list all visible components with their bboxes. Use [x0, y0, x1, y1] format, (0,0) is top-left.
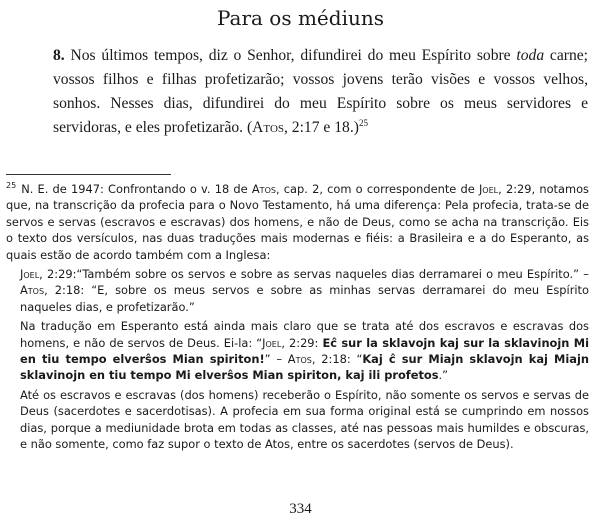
footnote-text: , 2:29, notamos que, na transcrição da profecia para o Novo Testamento, há uma diferença: Pela profecia, trata-se de servos e servas (escravos e escravas) dos homens, e não de Deus, como se acha na transcrição. Eis o texto dos versículos, nas duas traduções mais modernas e fiéis: a Brasileira e a do Esperanto, as quais estão de acordo também com a Inglesa: [6, 182, 589, 262]
page-number: 334 [289, 501, 312, 517]
footnote-text: , 2:18: “ [311, 352, 363, 367]
footnote-text: N. E. de 1947: Confrontando o v. 18 de [21, 182, 252, 196]
footnote-divider [6, 174, 171, 175]
footnote-text: , 2:18: “E, sobre os meus servos e sobre as minhas servas derramarei do meu Espírito naqueles dias, e profetizarão.” [20, 283, 589, 314]
verse-text-a: Nos últimos tempos, diz o Senhor, difundirei do meu Espírito sobre [64, 47, 517, 64]
footnote-paragraph-1 [6, 181, 589, 263]
page-header-title: Para os médiuns [216, 6, 384, 30]
footnote-text: .” [438, 368, 449, 383]
book-ref-joel: Joel [262, 335, 282, 350]
verse-block [53, 44, 588, 140]
footnote-text: , 2:29:“Também sobre os servos e sobre as servas naqueles dias derramarei o meu Espírito.” – [39, 267, 589, 282]
book-ref-joel: Joel [20, 267, 40, 282]
footnote-text: , 2:29: [281, 335, 323, 350]
footnote-paragraph-4: Até os escravos e escravas (dos homens) receberão o Espírito, não somente os servos e servas de Deus (sacerdotes e sacerdotisas). A profecia em sua forma original está se cumprindo em nossos dias, porque a mediunidade brota em todas as classes, até nas pessoas mais humildes e obscuras, e não somente, como faz supor o texto de Atos, entre os sacerdotes (servos de Deus). [20, 387, 589, 452]
verse-number: 8. [53, 47, 65, 64]
verse-ref-rest: , 2:17 e 18.) [284, 119, 359, 136]
book-ref-atos: Atos [287, 352, 312, 367]
footnote-block [6, 181, 589, 456]
footnote-text: ” – [264, 352, 288, 367]
book-ref-joel: Joel [478, 182, 499, 196]
esperanto-quote-atos: Kaj ĉ sur Miajn sklavojn kaj Miajn sklavinojn en tiu tempo Mi elverŝos Mian spiriton, kaj ili profetos [20, 352, 589, 383]
footnote-paragraph-3 [6, 318, 589, 384]
verse-paragraph [53, 44, 588, 140]
footnote-number: 25 [6, 181, 17, 191]
verse-emphasis: toda [516, 47, 545, 64]
esperanto-quote-joel: Eĉ sur la sklavojn kaj sur la sklavinojn Mi en tiu tempo elverŝos Mian spiriton! [20, 335, 590, 367]
verse-text-b: carne; vossos filhos e filhas profetizarão; vossos jovens terão visões e vossos velhos, sonhos. Nesses dias, difundirei do meu Espírito sobre os meus servidores e servidoras, e eles profetizarão. ( [53, 47, 588, 136]
footnote-text: Na tradução em Esperanto está ainda mais claro que se trata até dos escravos e escravas dos homens, e não de servos de Deus. Ei-la: “ [20, 319, 589, 350]
footnote-reference[interactable]: 25 [358, 117, 368, 128]
footnote-paragraph-2 [6, 266, 589, 315]
book-ref-atos: Atos [20, 283, 45, 298]
footnote-text: , cap. 2, com o correspondente de [275, 182, 479, 196]
book-ref-atos: Atos [251, 182, 276, 196]
verse-ref-book: Atos [252, 119, 284, 136]
